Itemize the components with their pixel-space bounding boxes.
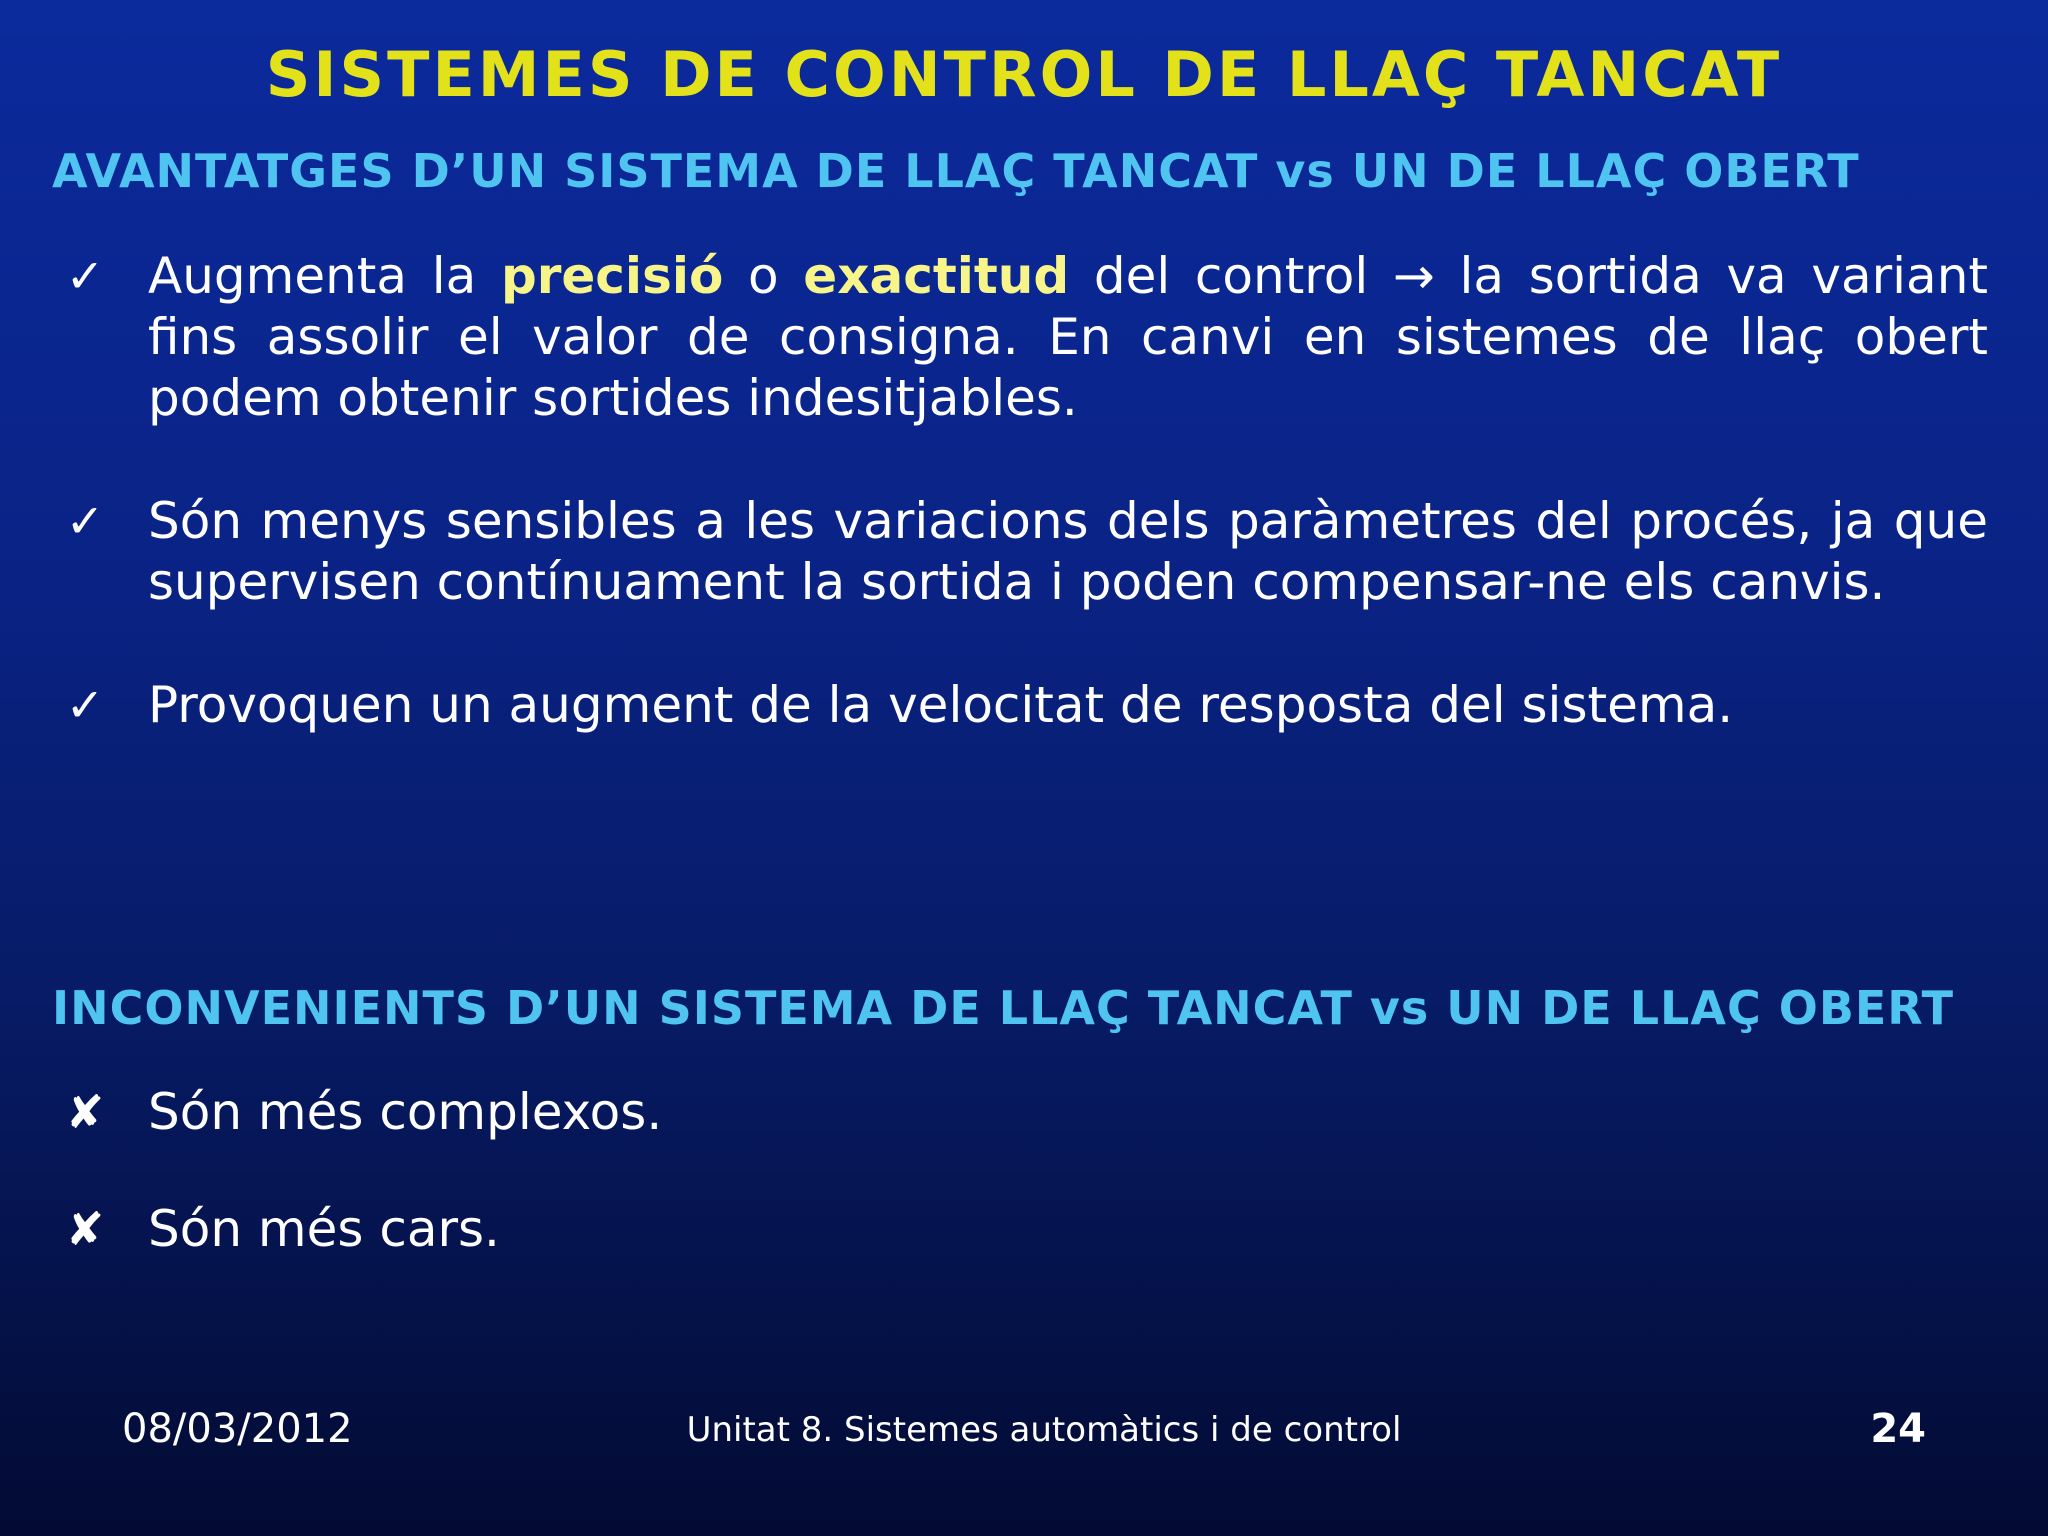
page-number: 24 [1870, 1406, 1926, 1452]
cross-icon: ✘ [65, 1202, 105, 1256]
disadvantage-text: Són més complexos. [148, 1083, 663, 1141]
slide-title: SISTEMES DE CONTROL DE LLAÇ TANCAT [265, 38, 1783, 111]
checkmark-icon: ✓ [65, 678, 105, 732]
advantage-text: Provoquen un augment de la velocitat de resposta del sistema. [148, 676, 1734, 734]
disadvantage-text: Són més cars. [148, 1200, 500, 1258]
disadvantage-item [60, 1199, 1988, 1260]
advantage-item [60, 675, 1988, 736]
footer-unit-title: Unitat 8. Sistemes automàtics i de control [686, 1410, 1402, 1450]
disadvantages-list [60, 1082, 1988, 1316]
advantages-heading: AVANTATGES D’UN SISTEMA DE LLAÇ TANCAT vs UN DE LLAÇ OBERT [52, 144, 1860, 198]
checkmark-icon: ✓ [65, 494, 105, 548]
highlight-accuracy: exactitud [803, 247, 1070, 305]
highlight-precision: precisió [500, 247, 724, 305]
advantage-item [60, 491, 1988, 613]
advantage-item [60, 246, 1988, 429]
advantage-text-mid: o [723, 247, 804, 305]
advantage-text-post: del control → la sortida va variant fins assolir el valor de consigna. En canvi en sistemes de llaç obert podem obtenir sortides indesitjables. [148, 247, 1988, 427]
advantage-text-pre: Augmenta la [148, 247, 501, 305]
checkmark-icon: ✓ [65, 249, 105, 303]
disadvantages-heading: INCONVENIENTS D’UN SISTEMA DE LLAÇ TANCAT vs UN DE LLAÇ OBERT [52, 981, 1955, 1035]
footer-date: 08/03/2012 [122, 1406, 353, 1452]
advantage-text: Són menys sensibles a les variacions dels paràmetres del procés, ja que supervisen contínuament la sortida i poden compensar-ne els canvis. [148, 492, 1988, 611]
advantages-list [60, 246, 1988, 798]
disadvantage-item [60, 1082, 1988, 1143]
cross-icon: ✘ [65, 1085, 105, 1139]
